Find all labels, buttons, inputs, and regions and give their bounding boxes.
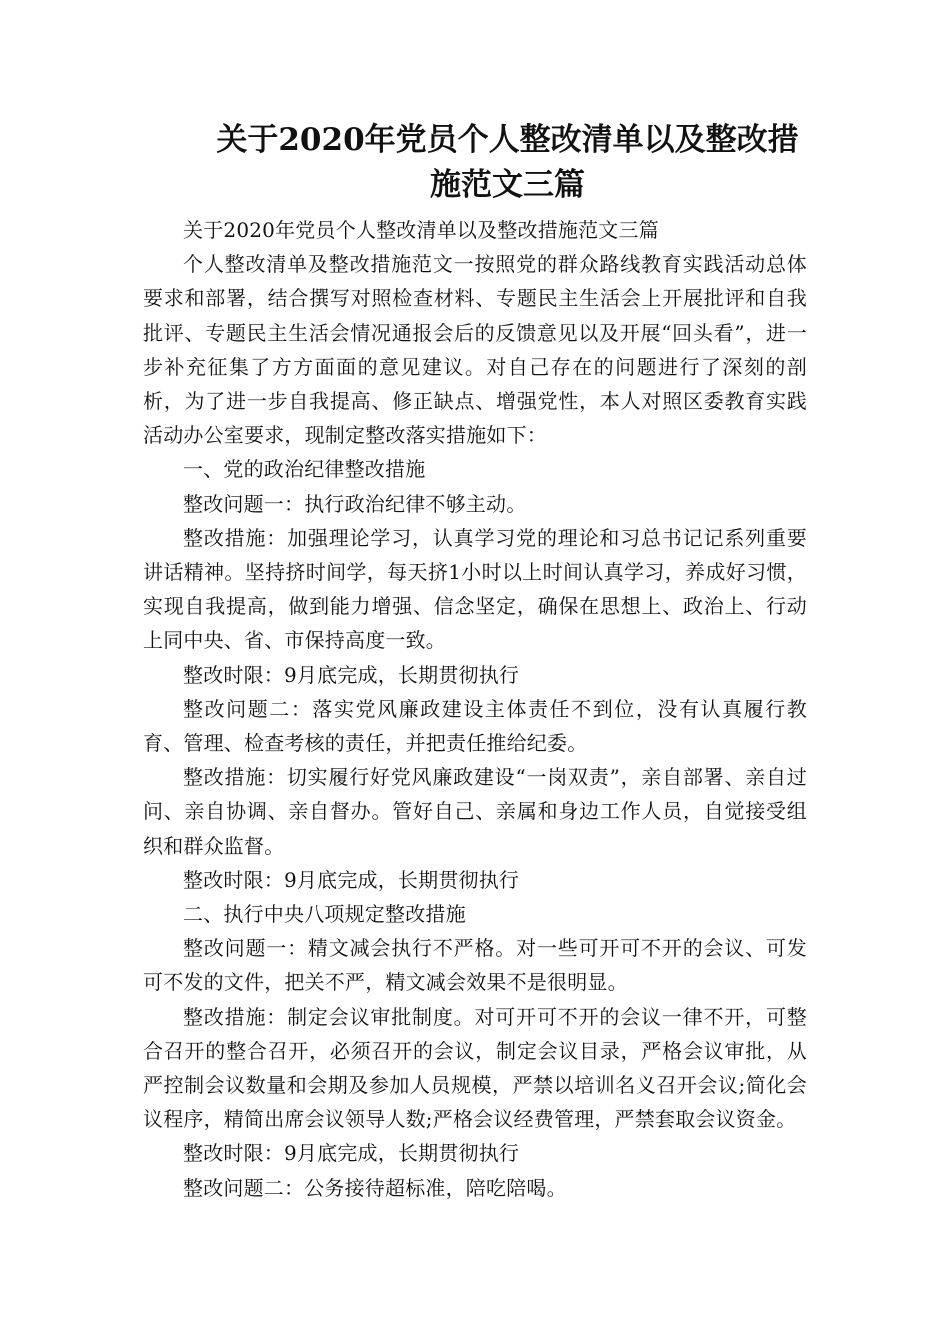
document-title-line-2: 施范文三篇 — [430, 167, 585, 203]
body-paragraph-intro: 个人整改清单及整改措施范文一按照党的群众路线教育实践活动总体要求和部署，结合撰写对照检查材料、专题民主生活会上开展批评和自我批评、专题民主生活会情况通报会后的反馈意见以及开展“回头看”，进一步补充征集了方方面面的意见建议。对自己存在的问题进行了深刻的剖析，为了进一步自我提高、修正缺点、增强党性，本人对照区委教育实践活动办公室要求，现制定整改落实措施如下： — [143, 252, 807, 448]
section-heading-1: 一、党的政治纪律整改措施 — [183, 457, 426, 482]
document-title-line-1: 关于2020年党员个人整改清单以及整改措 — [216, 122, 799, 158]
body-paragraph: 整改问题一：执行政治纪律不够主动。 — [183, 491, 527, 516]
body-paragraph: 整改时限：9月底完成，长期贯彻执行 — [183, 1141, 520, 1166]
body-paragraph: 整改措施：制定会议审批制度。对可开可不开的会议一律不开，可整合召开的整合召开，必须召开的会议，制定会议目录，严格会议审批，从严控制会议数量和会期及参加人员规模，严禁以培训名义召开会议;简化会议程序，精简出席会议领导人数;严格会议经费管理，严禁套取会议资金。 — [143, 1004, 807, 1132]
body-paragraph: 整改时限：9月底完成，长期贯彻执行 — [183, 662, 520, 687]
body-paragraph: 整改问题一：精文减会执行不严格。对一些可开可不开的会议、可发可不发的文件，把关不严，精文减会效果不是很明显。 — [143, 936, 807, 995]
section-heading-2: 二、执行中央八项规定整改措施 — [183, 902, 466, 927]
body-paragraph: 整改问题二：落实党风廉政建设主体责任不到位，没有认真履行教育、管理、检查考核的责任，并把责任推给纪委。 — [143, 696, 807, 756]
body-paragraph: 整改措施：加强理论学习，认真学习党的理论和习总书记记系列重要讲话精神。坚持挤时间学，每天挤1小时以上时间认真学习，养成好习惯，实现自我提高，做到能力增强、信念坚定，确保在思想上、政治上、行动上同中央、省、市保持高度一致。 — [143, 525, 807, 653]
body-paragraph: 整改措施：切实履行好党风廉政建设“一岗双责”，亲自部署、亲自过问、亲自协调、亲自督办。管好自己、亲属和身边工作人员，自觉接受组织和群众监督。 — [143, 765, 807, 858]
body-paragraph: 整改问题二：公务接待超标准，陪吃陪喝。 — [183, 1175, 567, 1200]
document-body — [143, 213, 807, 1205]
body-paragraph-subtitle: 关于2020年党员个人整改清单以及整改措施范文三篇 — [183, 218, 659, 242]
body-paragraph: 整改时限：9月底完成，长期贯彻执行 — [183, 867, 520, 892]
